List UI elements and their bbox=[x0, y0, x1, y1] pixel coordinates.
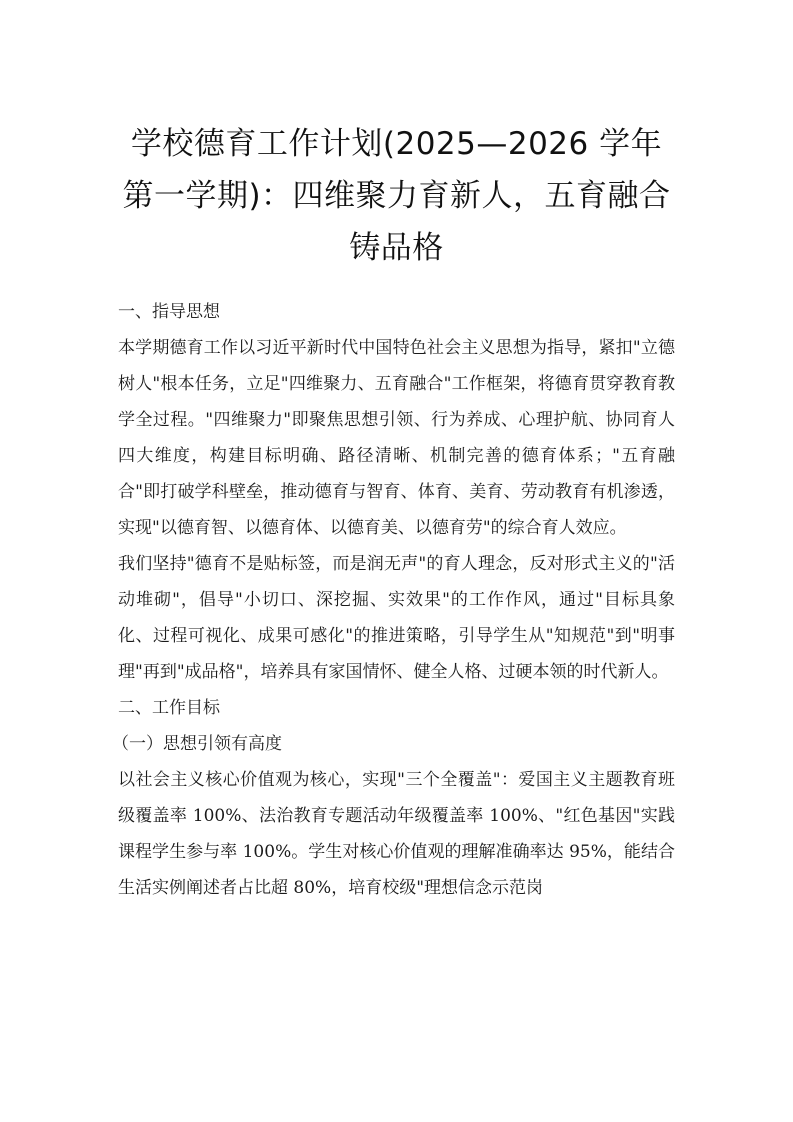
document-title: 学校德育工作计划(2025—2026 学年第一学期)：四维聚力育新人，五育融合铸品格 bbox=[122, 126, 671, 266]
paragraph: 以社会主义核心价值观为核心，实现"三个全覆盖"：爱国主义主题教育班级覆盖率 100%、法治教育专题活动年级覆盖率 100%、"红色基因"实践课程学生参与率 100%。学生对核心价值观的理解准确率达 95%，能结合生活实例阐述者占比超 80%，培育校级"理想信念示范岗 bbox=[118, 770, 675, 898]
document-body bbox=[112, 294, 675, 906]
subsection-heading-ideological-guidance: （一）思想引领有高度 bbox=[112, 734, 282, 754]
paragraph: 本学期德育工作以习近平新时代中国特色社会主义思想为指导，紧扣"立德树人"根本任务，立足"四维聚力、五育融合"工作框架，将德育贯穿教育教学全过程。"四维聚力"即聚焦思想引领、行为养成、心理护航、协同育人四大维度，构建目标明确、路径清晰、机制完善的德育体系；"五育融合"即打破学科壁垒，推动德育与智育、体育、美育、劳动教育有机渗透，实现"以德育智、以德育体、以德育美、以德育劳"的综合育人效应。 bbox=[118, 338, 675, 538]
paragraph: 我们坚持"德育不是贴标签，而是润无声"的育人理念，反对形式主义的"活动堆砌"，倡导"小切口、深挖掘、实效果"的工作作风，通过"目标具象化、过程可视化、成果可感化"的推进策略，引导学生从"知规范"到"明事理"再到"成品格"，培养具有家国情怀、健全人格、过硬本领的时代新人。 bbox=[118, 554, 675, 682]
section-heading-guiding-ideology: 一、指导思想 bbox=[118, 302, 220, 322]
section-heading-work-goals: 二、工作目标 bbox=[118, 698, 220, 718]
